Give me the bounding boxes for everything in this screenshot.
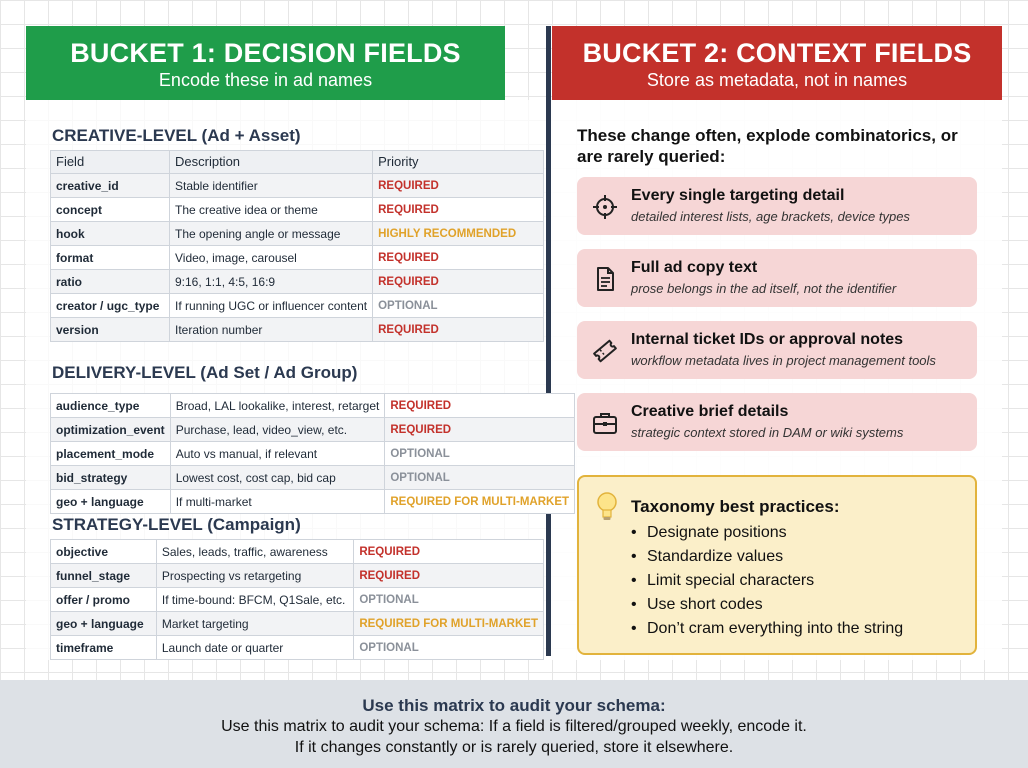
list-item: • Designate positions	[631, 521, 903, 545]
field-priority: REQUIRED FOR MULTI-MARKET	[354, 612, 544, 636]
card-title: Internal ticket IDs or approval notes	[631, 331, 904, 348]
field-description: Iteration number	[170, 318, 373, 342]
field-description: Prospecting vs retargeting	[156, 564, 353, 588]
card-title: Every single targeting detail	[631, 187, 845, 204]
crosshair-icon	[591, 193, 619, 221]
creative-section-title: CREATIVE-LEVEL (Ad + Asset)	[52, 126, 301, 145]
table-row	[51, 540, 544, 564]
field-name: ratio	[51, 270, 170, 294]
field-priority: REQUIRED	[373, 318, 544, 342]
header-field: Field	[51, 151, 170, 174]
table-row	[51, 394, 575, 418]
bucket2-banner	[552, 26, 1002, 100]
field-name: optimization_event	[51, 418, 171, 442]
field-priority: REQUIRED	[354, 540, 544, 564]
card-subtitle: workflow metadata lives in project management tools	[631, 353, 936, 368]
field-name: audience_type	[51, 394, 171, 418]
bucket1-banner	[26, 26, 505, 100]
briefcase-icon	[591, 409, 619, 437]
field-priority: OPTIONAL	[373, 294, 544, 318]
card-subtitle: detailed interest lists, age brackets, device types	[631, 209, 910, 224]
bucket1-title: BUCKET 1: DECISION FIELDS	[70, 38, 461, 68]
table-row	[51, 442, 575, 466]
table-row	[51, 246, 544, 270]
field-priority: OPTIONAL	[354, 588, 544, 612]
field-name: geo + language	[51, 612, 157, 636]
table-row	[51, 612, 544, 636]
field-name: objective	[51, 540, 157, 564]
lightbulb-icon	[595, 491, 619, 523]
field-priority: REQUIRED	[373, 198, 544, 222]
field-name: placement_mode	[51, 442, 171, 466]
header-priority: Priority	[373, 151, 544, 174]
best-practices-box	[577, 475, 977, 655]
field-priority: REQUIRED	[385, 418, 575, 442]
context-card	[577, 249, 977, 307]
field-description: Video, image, carousel	[170, 246, 373, 270]
context-card	[577, 321, 977, 379]
footer-line-1: Use this matrix to audit your schema: If a field is filtered/grouped weekly, encode it.	[221, 718, 807, 735]
strategy-table	[50, 539, 544, 660]
field-name: bid_strategy	[51, 466, 171, 490]
table-row	[51, 270, 544, 294]
table-row	[51, 564, 544, 588]
table-row	[51, 318, 544, 342]
bucket1-subtitle: Encode these in ad names	[158, 70, 373, 90]
creative-table	[50, 150, 544, 342]
delivery-section-title: DELIVERY-LEVEL (Ad Set / Ad Group)	[52, 363, 358, 382]
list-item: • Don’t cram everything into the string	[631, 617, 903, 641]
field-description: Lowest cost, cost cap, bid cap	[170, 466, 385, 490]
field-description: Auto vs manual, if relevant	[170, 442, 385, 466]
field-description: If multi-market	[170, 490, 385, 514]
field-priority: OPTIONAL	[354, 636, 544, 660]
field-priority: REQUIRED	[373, 270, 544, 294]
delivery-table	[50, 393, 575, 514]
column-divider	[546, 26, 551, 656]
field-description: Broad, LAL lookalike, interest, retarget	[170, 394, 385, 418]
field-name: format	[51, 246, 170, 270]
table-row	[51, 222, 544, 246]
list-item: • Use short codes	[631, 593, 903, 617]
bucket2-subtitle: Store as metadata, not in names	[646, 70, 908, 90]
field-description: If running UGC or influencer content	[170, 294, 373, 318]
card-title: Full ad copy text	[631, 259, 758, 276]
field-priority: REQUIRED	[354, 564, 544, 588]
field-name: creator / ugc_type	[51, 294, 170, 318]
field-description: Sales, leads, traffic, awareness	[156, 540, 353, 564]
field-name: hook	[51, 222, 170, 246]
field-name: version	[51, 318, 170, 342]
card-subtitle: prose belongs in the ad itself, not the identifier	[631, 281, 897, 296]
bucket2-title: BUCKET 2: CONTEXT FIELDS	[582, 38, 972, 68]
context-card	[577, 393, 977, 451]
field-priority: REQUIRED	[373, 246, 544, 270]
field-description: 9:16, 1:1, 4:5, 16:9	[170, 270, 373, 294]
field-description: Purchase, lead, video_view, etc.	[170, 418, 385, 442]
table-header-row	[51, 151, 544, 174]
best-practices-list	[631, 521, 903, 641]
field-priority: REQUIRED FOR MULTI-MARKET	[385, 490, 575, 514]
field-priority: HIGHLY RECOMMENDED	[373, 222, 544, 246]
table-row	[51, 636, 544, 660]
field-description: Market targeting	[156, 612, 353, 636]
field-name: creative_id	[51, 174, 170, 198]
header-description: Description	[170, 151, 373, 174]
field-priority: REQUIRED	[385, 394, 575, 418]
field-name: offer / promo	[51, 588, 157, 612]
field-priority: OPTIONAL	[385, 466, 575, 490]
table-row	[51, 418, 575, 442]
context-lead: These change often, explode combinatorics, or are rarely queried:	[577, 126, 958, 166]
table-row	[51, 466, 575, 490]
field-description: Stable identifier	[170, 174, 373, 198]
table-row	[51, 294, 544, 318]
table-row	[51, 490, 575, 514]
field-description: Launch date or quarter	[156, 636, 353, 660]
field-priority: REQUIRED	[373, 174, 544, 198]
card-title: Creative brief details	[631, 403, 789, 420]
field-name: concept	[51, 198, 170, 222]
footer-heading: Use this matrix to audit your schema:	[362, 696, 666, 715]
field-name: timeframe	[51, 636, 157, 660]
field-priority: OPTIONAL	[385, 442, 575, 466]
list-item: • Standardize values	[631, 545, 903, 569]
table-row	[51, 588, 544, 612]
field-description: The opening angle or message	[170, 222, 373, 246]
list-item: • Limit special characters	[631, 569, 903, 593]
table-row	[51, 198, 544, 222]
document-icon	[591, 265, 619, 293]
ticket-icon	[591, 337, 619, 365]
field-name: funnel_stage	[51, 564, 157, 588]
field-description: The creative idea or theme	[170, 198, 373, 222]
footer-line-2: If it changes constantly or is rarely queried, store it elsewhere.	[294, 739, 734, 756]
best-practices-title: Taxonomy best practices:	[631, 497, 840, 516]
strategy-section-title: STRATEGY-LEVEL (Campaign)	[52, 515, 301, 534]
field-name: geo + language	[51, 490, 171, 514]
field-description: If time-bound: BFCM, Q1Sale, etc.	[156, 588, 353, 612]
context-card	[577, 177, 977, 235]
card-subtitle: strategic context stored in DAM or wiki systems	[631, 425, 904, 440]
table-row	[51, 174, 544, 198]
footer	[0, 680, 1028, 768]
